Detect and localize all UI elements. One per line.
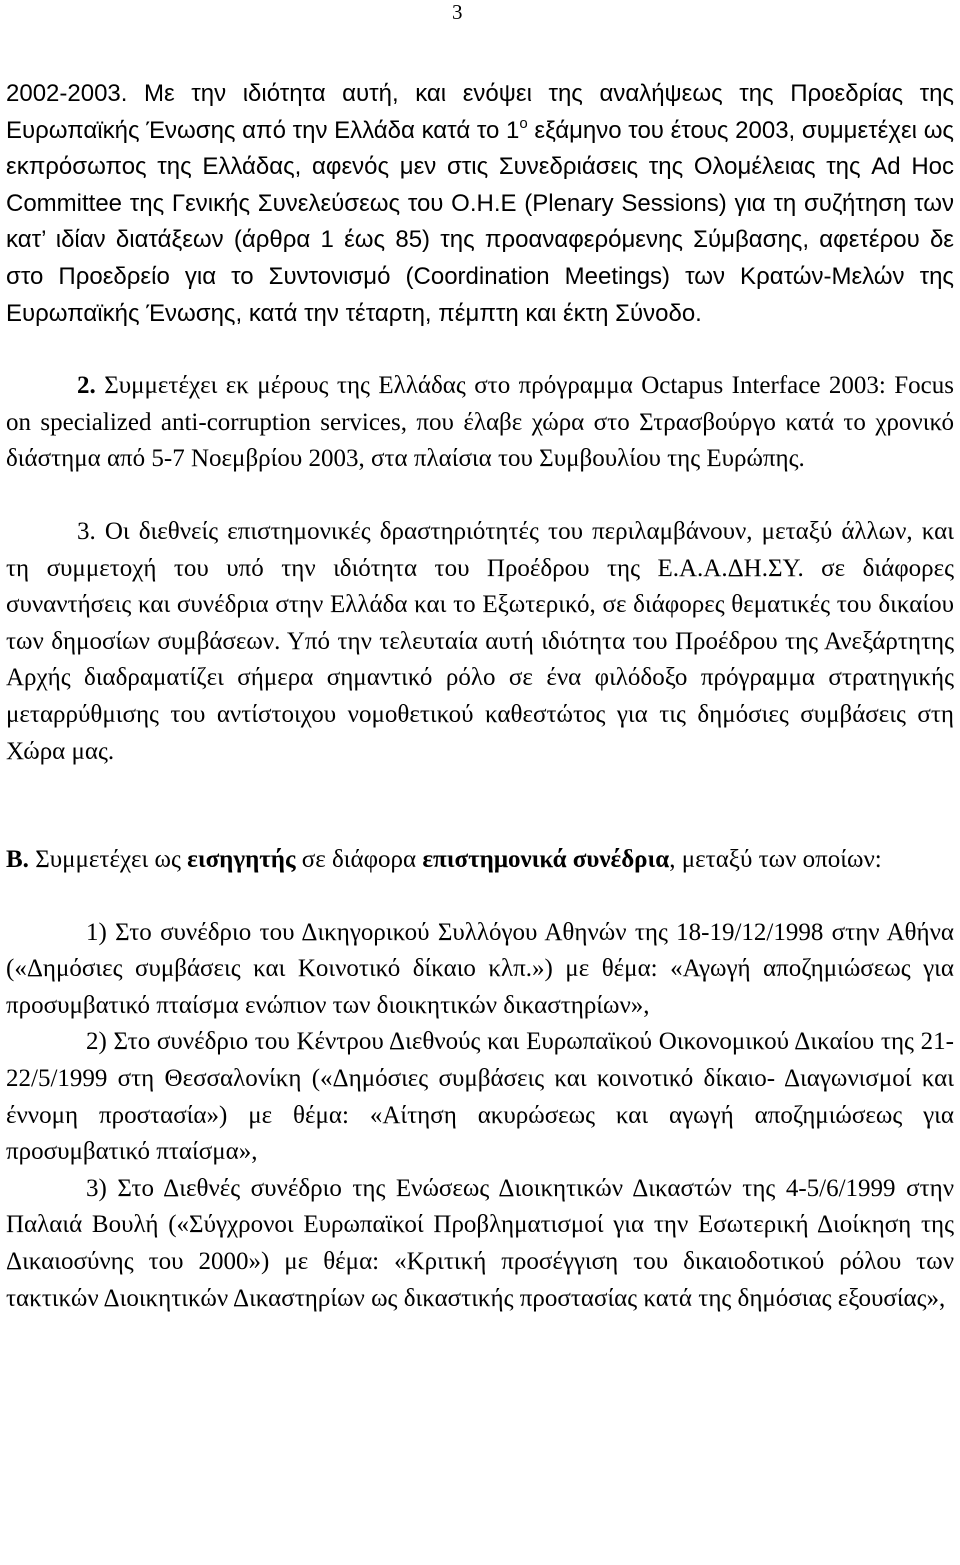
paragraph-2-text: Συμμετέχει εκ μέρους της Ελλάδας στο πρόγραμμα Octapus Interface 2003: Focus on specialized anti-corruption services, που έλαβε χώρα στο Στρασβούργο κατά το χρονικό διάστημα από 5-7 Νοεμβρίου 2003, στα πλαίσια του Συμβουλίου της Ευρώπης. <box>6 372 954 473</box>
page-number: 3 <box>452 0 463 24</box>
section-b-label: Β. <box>6 846 29 874</box>
section-b-text-2: σε διάφορα <box>295 846 423 874</box>
list-item-1: 1) Στο συνέδριο του Δικηγορικού Συλλόγου Αθηνών της 18-19/12/1998 στην Αθήνα («Δημόσιες συμβάσεις και Κοινοτικό δίκαιο κλπ.») με θέμα: «Αγωγή αποζημιώσεως για προσυμβατικό πταίσμα ενώπιον των διοικητικών δικαστηρίων», <box>6 918 954 1019</box>
ordinal-superscript: ο <box>519 114 528 132</box>
paragraph-presidency-text-b: εξάμηνο του έτους 2003, συμμετέχει ως εκπρόσωπος της Ελλάδας, αφενός μεν στις Συνεδριάσεις της Ολομέλειας της Ad Hoc Committee της Γενικής Συνελεύσεως του Ο.Η.Ε (Plenary Sessions) για τη συζήτηση των κατ’ ιδίαν διατάξεων (άρθρα 1 έως 85) της προαναφερόμενης Σύμβασης, αφετέρου δε στο Προεδρείο για το Συντονισμό (Coordination Meetings) των Κρατών-Μελών της Ευρωπαϊκής Ένωσης, κατά την τέταρτη, πέμπτη και έκτη Σύνοδο. <box>6 116 954 327</box>
list-item-2: 2) Στο συνέδριο του Κέντρου Διεθνούς και Ευρωπαϊκού Οικονομικού Δικαίου της 21-22/5/1999 στη Θεσσαλονίκη («Δημόσιες συμβάσεις και κοινοτικό δίκαιο- Διαγωνισμοί και έννομη προστασία») με θέμα: «Αίτηση ακυρώσεως και αγωγή αποζημιώσεως για προσυμβατικό πταίσμα», <box>6 1028 954 1166</box>
section-b-intro <box>6 842 954 879</box>
document-body <box>6 76 954 1317</box>
section-b-bold-1: εισηγητής <box>187 846 296 874</box>
paragraph-presidency-text-a: 2002-2003. Με την ιδιότητα αυτή, και ενόψει της αναλήψεως της Προεδρίας της Ευρωπαϊκής Ένωσης από την Ελλάδα κατά το 1 <box>6 80 954 144</box>
paragraph-presidency <box>6 76 954 332</box>
paragraph-3-text: 3. Οι διεθνείς επιστημονικές δραστηριότητές του περιλαμβάνουν, μεταξύ άλλων, και τη συμμετοχή του υπό την ιδιότητα του Προέδρου της Ε.Α.Α.ΔΗ.ΣΥ. σε διάφορες συναντήσεις και συνέδρια στην Ελλάδα και το Εξωτερικό, σε διάφορες θεματικές του δικαίου των δημοσίων συμβάσεων. Υπό την τελευταία αυτή ιδιότητα του Προέδρου της Ανεξάρτητης Αρχής διαδραματίζει σήμερα σημαντικό ρόλο σε ένα φιλόδοξο πρόγραμμα στρατηγικής μεταρρύθμισης του αντίστοιχου νομοθετικού καθεστώτος για τις δημόσιες συμβάσεις στη Χώρα μας. <box>6 517 954 765</box>
paragraph-2 <box>6 368 954 478</box>
paragraph-2-number: 2. <box>77 372 96 400</box>
section-b-bold-2: επιστημονικά συνέδρια <box>422 846 670 874</box>
list-item-3: 3) Στο Διεθνές συνέδριο της Ενώσεως Διοικητικών Δικαστών της 4-5/6/1999 στην Παλαιά Βουλή («Σύγχρονοι Ευρωπαϊκοί Προβληματισμοί για την Εσωτερική Διοίκηση της Δικαιοσύνης του 2000») με θέμα: «Κριτική προσέγγιση του δικαιοδοτικού ρόλου των τακτικών Διοικητικών Δικαστηρίων ως δικαστικής προστασίας κατά της δημόσιας εξουσίας», <box>6 1174 954 1312</box>
section-b-text-1: Συμμετέχει ως <box>28 846 188 874</box>
section-b-text-3: , μεταξύ των οποίων: <box>669 846 882 874</box>
paragraph-3 <box>6 514 954 770</box>
